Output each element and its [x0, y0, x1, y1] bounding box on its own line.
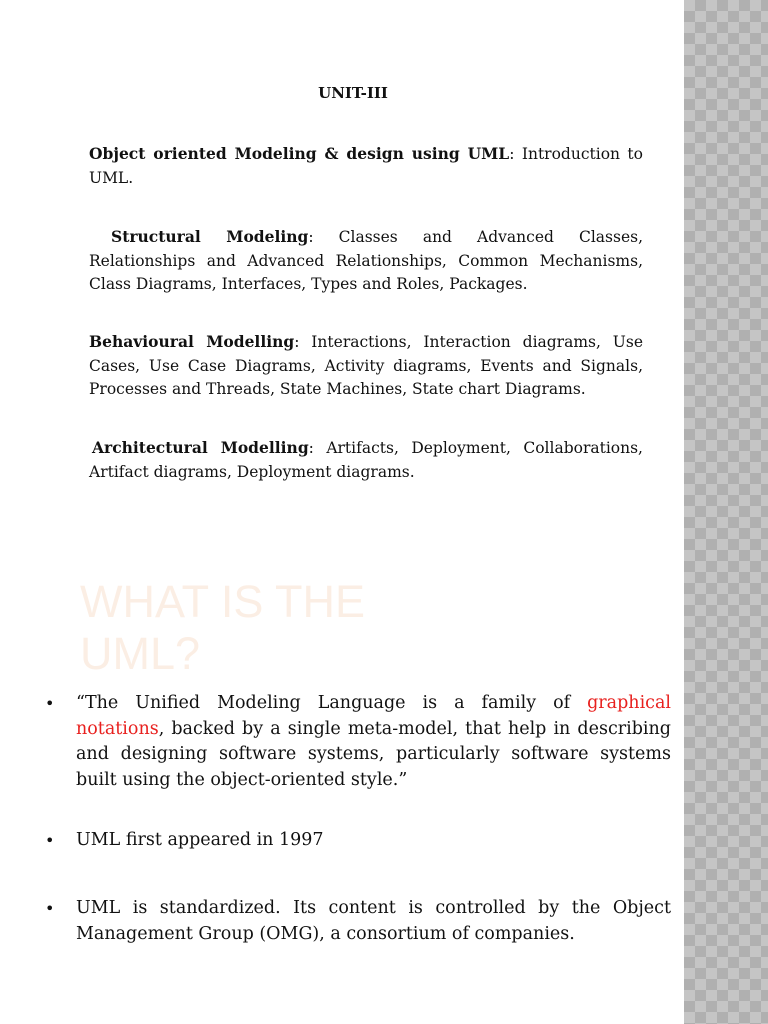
syllabus-architectural — [89, 436, 643, 484]
highlighted-term: graphical notations — [76, 693, 671, 739]
syllabus-behavioural — [89, 330, 643, 402]
bullet-text — [76, 691, 671, 793]
syllabus-behavioural-text: : Interactions, Interaction diagrams, Use Cases, Use Case Diagrams, Activity diagrams, Events and Signals, Processes and Threads, State Machines, State chart Diagrams. — [89, 333, 643, 398]
syllabus-intro-heading: Object oriented Modeling & design using UML — [89, 144, 510, 163]
bullet-text: UML is standardized. Its content is controlled by the Object Management Group (OMG), a consortium of companies. — [76, 898, 671, 944]
bullet-dot: • — [45, 899, 55, 918]
bullet-text-after: , backed by a single meta-model, that help in describing and designing software systems, particularly software systems built using the object-oriented style.” — [76, 718, 671, 790]
syllabus-structural-heading: Structural Modeling — [111, 227, 309, 246]
unit-title: UNIT-III — [318, 84, 388, 102]
section-heading: WHAT IS THE UML? — [80, 576, 366, 679]
bullet-text: UML first appeared in 1997 — [76, 830, 324, 850]
syllabus-architectural-text: : Artifacts, Deployment, Collaborations, Artifact diagrams, Deployment diagrams. — [89, 439, 643, 481]
bullet-item-first-appeared — [45, 828, 671, 854]
syllabus-architectural-heading: Architectural Modelling — [92, 438, 309, 457]
decorative-side-pattern — [684, 0, 768, 1024]
bullet-item-standardized — [45, 896, 671, 947]
syllabus-intro — [89, 142, 643, 190]
bullet-item-definition — [45, 691, 671, 793]
bullet-dot: • — [45, 831, 55, 850]
bullet-text-before: “The Unified Modeling Language is a family of — [76, 693, 588, 713]
bullet-dot: • — [45, 694, 55, 713]
syllabus-behavioural-heading: Behavioural Modelling — [89, 332, 295, 351]
syllabus-structural — [89, 225, 643, 297]
syllabus-intro-text: : Introduction to UML. — [89, 145, 643, 187]
syllabus-structural-text: : Classes and Advanced Classes, Relationships and Advanced Relationships, Common Mechanisms, Class Diagrams, Interfaces, Types and Roles, Packages. — [89, 228, 643, 293]
